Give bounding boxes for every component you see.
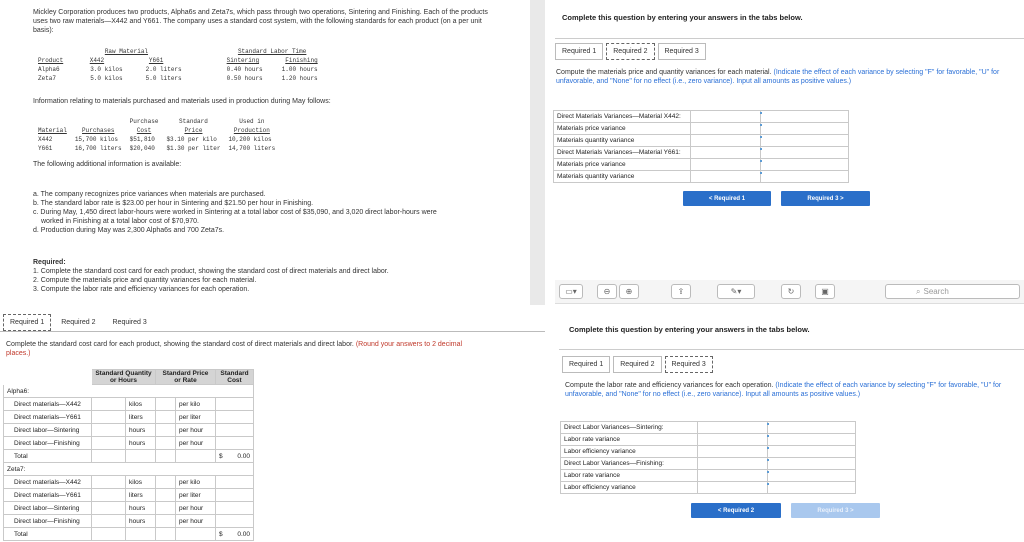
qty-input[interactable] bbox=[92, 476, 126, 489]
col-material: Material bbox=[38, 127, 67, 134]
search-input[interactable] bbox=[885, 284, 1020, 299]
info-item-d: d. Production during May was 2,300 Alpha6s and 700 Zeta7s. bbox=[33, 227, 225, 234]
effect-select[interactable] bbox=[768, 446, 856, 458]
materials-table: Purchase Standard Used in Material Purchases Cost Price Production X442 15,700 kilos $51,810 $3.10 per kilo 10,200 kilos Y661 16,700 liters $20,040 $1.30 per liter 14,700 liters bbox=[33, 116, 280, 154]
next-required-3-button[interactable]: Required 3 > bbox=[781, 191, 870, 206]
markup-pen-icon[interactable]: ✎▾ bbox=[717, 284, 755, 299]
effect-select[interactable] bbox=[768, 422, 856, 434]
col-sintering: Sintering bbox=[226, 57, 260, 64]
price-input[interactable] bbox=[156, 515, 176, 528]
table-row: Direct Labor Variances—Finishing: bbox=[561, 458, 856, 470]
sidebar-toggle-icon[interactable]: ▭▾ bbox=[559, 284, 583, 299]
req3-tab-bar bbox=[562, 356, 716, 373]
effect-select[interactable] bbox=[768, 482, 856, 494]
effect-select[interactable] bbox=[768, 470, 856, 482]
table-row: Y661 16,700 liters $20,040 $1.30 per liter 14,700 liters bbox=[38, 145, 276, 152]
tab-required-1[interactable]: Required 1 bbox=[3, 314, 51, 331]
tab-divider bbox=[0, 331, 545, 332]
table-row: X442 15,700 kilos $51,810 $3.10 per kilo 10,200 kilos bbox=[38, 136, 272, 143]
table-row: Direct materials—X442 kilos per kilo bbox=[4, 476, 254, 489]
info-items bbox=[33, 190, 503, 235]
table-row: Labor rate variance bbox=[561, 470, 856, 482]
total-row: Total $ 0.00 bbox=[4, 450, 254, 463]
qty-input[interactable] bbox=[92, 398, 126, 411]
cost-cell bbox=[216, 515, 254, 528]
amount-input[interactable] bbox=[691, 135, 761, 147]
effect-select[interactable] bbox=[761, 159, 849, 171]
cost-cell bbox=[216, 398, 254, 411]
req3-instruction: Compute the labor rate and efficiency variances for each operation. (Indicate the effect of each variance by selecting "F" for favorable, "U" for unfavorable, and "None" for no effect (i.e., zero variance). Input all amounts as positive values.) bbox=[565, 382, 1002, 398]
group-alpha6: Alpha6: bbox=[4, 385, 254, 398]
left-tab-bar bbox=[3, 314, 157, 331]
problem-intro: Mickley Corporation produces two products, Alpha6s and Zeta7s, which pass through two operations, Sintering and Finishing. Each of the products uses two raw materials—X442 and Y661. The company uses a standard cost system, with the following standards for each product (on a per unit basis): bbox=[33, 9, 488, 34]
price-input[interactable] bbox=[156, 489, 176, 502]
tab-required-2[interactable]: Required 2 bbox=[54, 314, 102, 331]
col-y661: Y661 bbox=[148, 57, 164, 64]
qty-input[interactable] bbox=[92, 502, 126, 515]
col-x442: X442 bbox=[89, 57, 105, 64]
cost-cell bbox=[216, 489, 254, 502]
tab-required-3[interactable]: Required 3 bbox=[665, 356, 713, 373]
header-std-qty: Standard Quantity or Hours bbox=[92, 370, 156, 385]
effect-select[interactable] bbox=[761, 171, 849, 183]
table-row: Materials price variance bbox=[554, 159, 849, 171]
table-row: Labor rate variance bbox=[561, 434, 856, 446]
zoom-in-icon[interactable]: ⊕ bbox=[619, 284, 639, 299]
table-row: Direct Materials Variances—Material Y661: bbox=[554, 147, 849, 159]
prev-required-1-button[interactable]: < Required 1 bbox=[683, 191, 771, 206]
amount-input[interactable] bbox=[691, 123, 761, 135]
table-row: Labor efficiency variance bbox=[561, 482, 856, 494]
req1-note: (Round your answers to 2 decimal places.) bbox=[6, 341, 463, 357]
price-input[interactable] bbox=[156, 424, 176, 437]
req2-instruction: Compute the materials price and quantity variances for each material. (Indicate the effect of each variance by selecting "F" for favorable, "U" for unfavorable, and "None" for no effect (i.e., zero variance). Input all amounts as positive values.) bbox=[556, 69, 1000, 85]
info-item-b: b. The standard labor rate is $23.00 per hour in Sintering and $21.50 per hour in Finishing. bbox=[33, 200, 314, 207]
cost-cell bbox=[216, 476, 254, 489]
table-row: Materials price variance bbox=[554, 123, 849, 135]
req2-tab-bar bbox=[555, 43, 709, 60]
required-3-panel bbox=[555, 305, 1024, 542]
req2-heading: Complete this question by entering your answers in the tabs below. bbox=[562, 13, 803, 22]
qty-input[interactable] bbox=[92, 424, 126, 437]
tab-required-2[interactable]: Required 2 bbox=[613, 356, 661, 373]
search-icon: ⌕ bbox=[916, 286, 921, 296]
qty-input[interactable] bbox=[92, 489, 126, 502]
raw-material-group: Raw Material bbox=[104, 48, 149, 55]
info-item-c: c. During May, 1,450 direct labor-hours were worked in Sintering at a total labor cost of $35,090, and 3,020 direct labor-hours were bbox=[33, 209, 437, 216]
table-row: Materials quantity variance bbox=[554, 171, 849, 183]
table-row: Materials quantity variance bbox=[554, 135, 849, 147]
amount-input[interactable] bbox=[691, 111, 761, 123]
cost-cell bbox=[216, 502, 254, 515]
info-line: Information relating to materials purchased and materials used in production during May follows: bbox=[33, 98, 331, 105]
standard-cost-card bbox=[3, 369, 254, 541]
tab-required-1[interactable]: Required 1 bbox=[562, 356, 610, 373]
additional-info: The following additional information is available: bbox=[33, 161, 182, 168]
table-row: Direct labor—Finishing hours per hour bbox=[4, 437, 254, 450]
zoom-out-icon[interactable]: ⊖ bbox=[597, 284, 617, 299]
amount-input[interactable] bbox=[691, 147, 761, 159]
labor-time-group: Standard Labor Time bbox=[237, 48, 307, 55]
amount-input[interactable] bbox=[691, 171, 761, 183]
req2-note: (Indicate the effect of each variance by selecting "F" for favorable, "U" for unfavorable, and "None" for no effect (i.e., zero variance). Input all amounts as positive values.) bbox=[556, 69, 1000, 85]
amount-input[interactable] bbox=[698, 458, 768, 470]
col-product: Product bbox=[38, 57, 64, 64]
share-icon[interactable]: ⇪ bbox=[671, 284, 691, 299]
search-placeholder: Search bbox=[923, 287, 949, 296]
rotate-icon[interactable]: ↻ bbox=[781, 284, 801, 299]
price-input[interactable] bbox=[156, 476, 176, 489]
price-input[interactable] bbox=[156, 437, 176, 450]
table-row: Direct labor—Sintering hours per hour bbox=[4, 424, 254, 437]
total-cost: $ 0.00 bbox=[216, 528, 254, 541]
table-row: Alpha6 3.0 kilos 2.0 liters 0.40 hours 1.00 hours bbox=[38, 66, 318, 73]
header-std-price: Standard Price or Rate bbox=[156, 370, 216, 385]
req1-instruction: Complete the standard cost card for each product, showing the standard cost of direct materials and direct labor. (Round your answers to 2 decimal places.) bbox=[6, 341, 463, 357]
tab-required-2[interactable]: Required 2 bbox=[606, 43, 654, 60]
tab-required-3[interactable]: Required 3 bbox=[658, 43, 706, 60]
table-row: Direct labor—Sintering hours per hour bbox=[4, 502, 254, 515]
info-item-c-cont: worked in Finishing at a total labor cost of $70,970. bbox=[41, 218, 199, 225]
price-input[interactable] bbox=[156, 398, 176, 411]
table-row: Direct materials—Y661 liters per liter bbox=[4, 411, 254, 424]
effect-select[interactable] bbox=[768, 458, 856, 470]
qty-input[interactable] bbox=[92, 515, 126, 528]
total-cost: $ 0.00 bbox=[216, 450, 254, 463]
table-row: Direct materials—Y661 liters per liter bbox=[4, 489, 254, 502]
materials-variance-table bbox=[553, 110, 849, 183]
info-item-a: a. The company recognizes price variances when materials are purchased. bbox=[33, 191, 266, 198]
required-list: 1. Complete the standard cost card for each product, showing the standard cost of direct materials and direct labor. 2. Compute the materials price and quantity variances for each material. 3. Compute the labor rate and efficiency variances for each operation. bbox=[33, 268, 389, 293]
required-heading: Required: bbox=[33, 259, 66, 266]
price-input[interactable] bbox=[156, 502, 176, 515]
effect-select[interactable] bbox=[761, 111, 849, 123]
col-purchases: Purchases bbox=[82, 127, 115, 134]
table-row: Direct materials—X442 kilos per kilo bbox=[4, 398, 254, 411]
effect-select[interactable] bbox=[761, 147, 849, 159]
amount-input[interactable] bbox=[698, 434, 768, 446]
required-2-panel bbox=[545, 0, 1024, 270]
next-required-3-button[interactable]: Required 3 > bbox=[791, 503, 880, 518]
table-row: Direct Materials Variances—Material X442: bbox=[554, 111, 849, 123]
tab-required-1[interactable]: Required 1 bbox=[555, 43, 603, 60]
group-zeta7: Zeta7: bbox=[4, 463, 254, 476]
amount-input[interactable] bbox=[698, 470, 768, 482]
prev-required-2-button[interactable]: < Required 2 bbox=[691, 503, 781, 518]
table-row: Zeta7 5.0 kilos 5.0 liters 0.50 hours 1.20 hours bbox=[38, 75, 318, 82]
table-row: Labor efficiency variance bbox=[561, 446, 856, 458]
standards-table bbox=[33, 46, 323, 84]
effect-select[interactable] bbox=[761, 135, 849, 147]
price-input[interactable] bbox=[156, 411, 176, 424]
req3-note: (Indicate the effect of each variance by selecting "F" for favorable, "U" for unfavorable, and "None" for no effect (i.e., zero variance). Input all amounts as positive values.) bbox=[565, 382, 1002, 398]
problem-statement bbox=[0, 0, 545, 305]
total-row: Total $ 0.00 bbox=[4, 528, 254, 541]
labor-variance-table bbox=[560, 421, 856, 494]
amount-input[interactable] bbox=[698, 446, 768, 458]
table-row: Direct Labor Variances—Sintering: bbox=[561, 422, 856, 434]
effect-select[interactable] bbox=[768, 434, 856, 446]
toolbox-icon[interactable]: ▣ bbox=[815, 284, 835, 299]
amount-input[interactable] bbox=[691, 159, 761, 171]
cost-cell bbox=[216, 411, 254, 424]
viewer-toolbar bbox=[555, 280, 1024, 304]
cost-cell bbox=[216, 424, 254, 437]
req3-heading: Complete this question by entering your answers in the tabs below. bbox=[569, 325, 810, 334]
panel-edge bbox=[530, 0, 545, 305]
qty-input[interactable] bbox=[92, 411, 126, 424]
header-std-cost: Standard Cost bbox=[216, 370, 254, 385]
amount-input[interactable] bbox=[698, 422, 768, 434]
cost-cell bbox=[216, 437, 254, 450]
effect-select[interactable] bbox=[761, 123, 849, 135]
tab-required-3[interactable]: Required 3 bbox=[106, 314, 154, 331]
col-finishing: Finishing bbox=[285, 57, 318, 64]
qty-input[interactable] bbox=[92, 437, 126, 450]
table-row: Direct labor—Finishing hours per hour bbox=[4, 515, 254, 528]
amount-input[interactable] bbox=[698, 482, 768, 494]
